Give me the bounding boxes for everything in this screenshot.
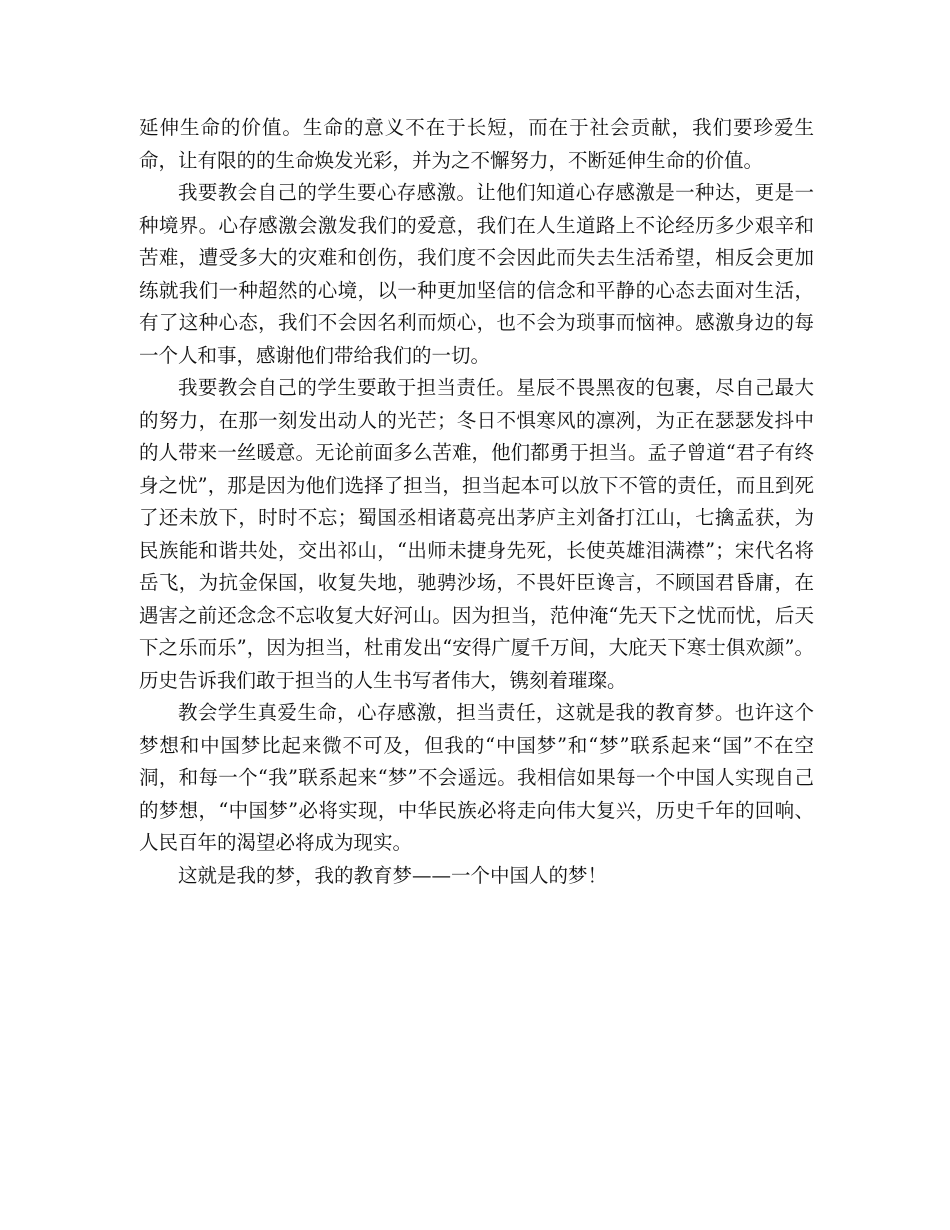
paragraph-life-value: 延伸生命的价值。生命的意义不在于长短，而在于社会贡献，我们要珍爱生命，让有限的的生命焕发光彩，并为之不懈努力，不断延伸生命的价值。 — [139, 116, 814, 172]
paragraph-education-dream: 教会学生真爱生命，心存感激，担当责任，这就是我的教育梦。也许这个梦想和中国梦比起来微不可及，但我的“中国梦”和“梦”联系起来“国”不在空洞，和每一个“我”联系起来“梦”不会遥远。我相信如果每一个中国人实现自己的梦想，“中国梦”必将实现，中华民族必将走向伟大复兴，历史千年的回响、人民百年的渴望必将成为现实。 — [139, 701, 814, 854]
document-body — [139, 112, 814, 892]
paragraph-responsibility: 我要教会自己的学生要敢于担当责任。星辰不畏黑夜的包裹，尽自己最大的努力，在那一刻发出动人的光芒；冬日不惧寒风的凛冽，为正在瑟瑟发抖中的人带来一丝暖意。无论前面多么苦难，他们都勇于担当。孟子曾道“君子有终身之忧”，那是因为他们选择了担当，担当起本可以放下不管的责任，而且到死了还未放下，时时不忘；蜀国丞相诸葛亮出茅庐主刘备打江山，七擒孟获，为民族能和谐共处，交出祁山，“出师未捷身先死，长使英雄泪满襟”；宋代名将岳飞，为抗金保国，收复失地，驰骋沙场，不畏奸臣谗言，不顾国君昏庸，在遇害之前还念念不忘收复大好河山。因为担当，范仲淹“先天下之忧而忧，后天下之乐而乐”，因为担当，杜甫发出“安得广厦千万间，大庇天下寒士俱欢颜”。历史告诉我们敢于担当的人生书写者伟大，镌刻着璀璨。 — [139, 376, 814, 692]
paragraph-closing: 这就是我的梦，我的教育梦——一个中国人的梦！ — [178, 863, 608, 887]
paragraph-gratitude: 我要教会自己的学生要心存感激。让他们知道心存感激是一种达，更是一种境界。心存感激会激发我们的爱意，我们在人生道路上不论经历多少艰辛和苦难，遭受多大的灾难和创伤，我们度不会因此而失去生活希望，相反会更加练就我们一种超然的心境，以一种更加坚信的信念和平静的心态去面对生活，有了这种心态，我们不会因名利而烦心，也不会为琐事而恼神。感激身边的每一个人和事，感谢他们带给我们的一切。 — [139, 181, 814, 367]
